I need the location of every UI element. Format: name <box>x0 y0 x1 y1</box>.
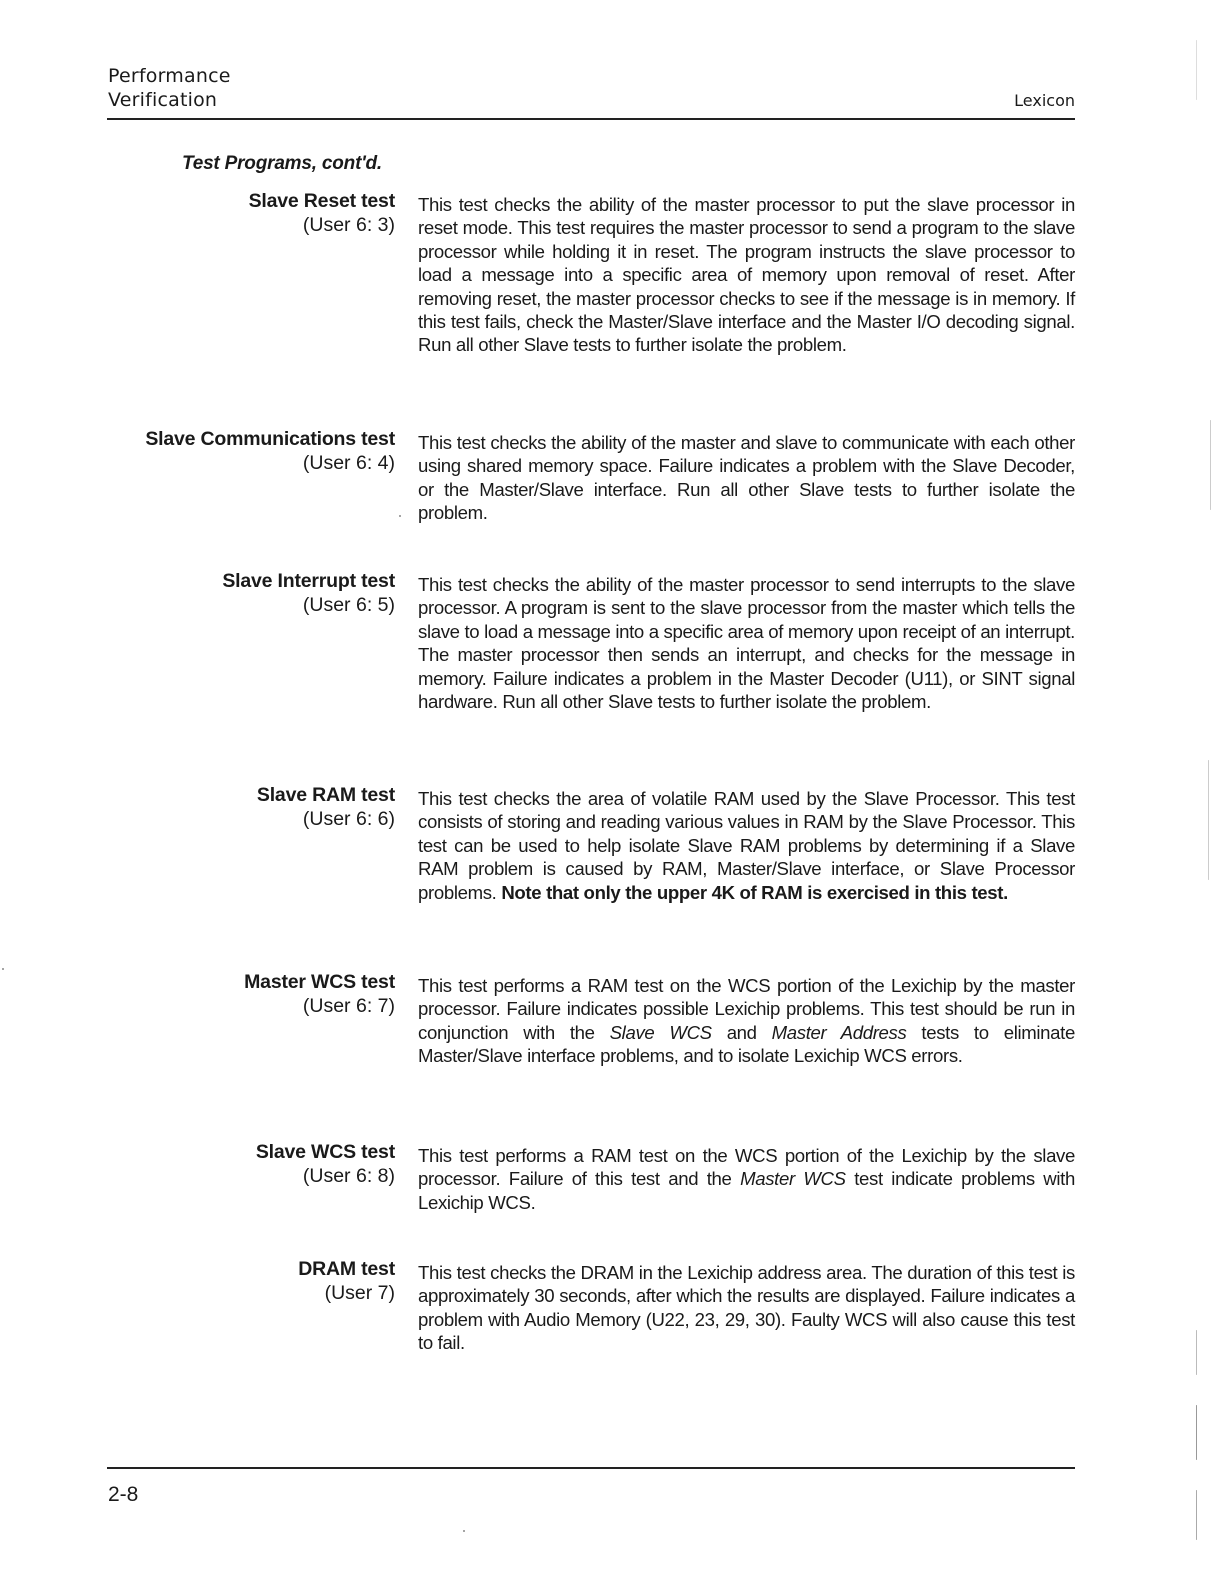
test-label <box>65 190 395 237</box>
test-label <box>65 784 395 831</box>
test-reference: Slave WCS <box>609 1021 712 1043</box>
scan-artifact <box>1196 1405 1197 1460</box>
scan-artifact <box>1196 1490 1197 1540</box>
section-title: Test Programs, cont'd. <box>182 153 383 174</box>
test-name: Slave WCS test <box>255 1141 395 1163</box>
test-description-part: test indicate problems with Lexichip WCS. <box>418 1168 1075 1213</box>
header-brand: Lexicon <box>1014 91 1075 110</box>
test-description-part: This test performs a RAM test on the WCS portion of the Lexichip by the slave processor. Failure of this test and the <box>418 1145 1075 1190</box>
test-name: Slave Interrupt test <box>222 570 395 592</box>
scan-artifact <box>2 968 4 970</box>
test-user-code: (User 6: 8) <box>302 1164 395 1187</box>
test-description: This test checks the ability of the master and slave to communicate with each other using shared memory space. Failure indicates a problem with the Slave Decoder, or the Master/Slave interface. Run all other Slave tests to further isolate the problem. <box>418 432 1075 524</box>
scan-artifact <box>399 515 401 517</box>
test-description-part: This test performs a RAM test on the WCS portion of the Lexichip by the master processor. Failure indicates possible Lexichip problems. This test should be run in conjunction with the <box>418 975 1075 1043</box>
scan-artifact <box>1196 40 1197 100</box>
test-label <box>65 971 395 1018</box>
test-description-note: Note that only the upper 4K of RAM is exercised in this test. <box>501 881 1008 903</box>
test-description-part: tests to eliminate Master/Slave interface problems, and to isolate Lexichip WCS errors. <box>418 1021 1075 1067</box>
scan-artifact <box>1196 1330 1197 1375</box>
test-description-text: This test checks the area of volatile RAM used by the Slave Processor. This test consists of storing and reading various values in RAM by the Slave Processor. This test can be used to help isolate Slave RAM problems by determining if a Slave RAM problem is caused by RAM, Master/Slave interface, or Slave Processor problems. <box>418 788 1075 903</box>
test-user-code: (User 6: 4) <box>302 451 395 474</box>
test-description: This test checks the ability of the master processor to put the slave processor in reset mode. This test requires the master processor to send a program to the slave processor while holding it in reset. The program instructs the slave processor to load a message into a specific area of memory upon removal of reset. After removing reset, the master processor checks to see if the message is in memory. If this test fails, check the Master/Slave interface and the Master I/O decoding signal. Run all other Slave tests to further isolate the problem. <box>418 194 1075 356</box>
test-name: DRAM test <box>298 1258 395 1280</box>
test-user-code: (User 6: 3) <box>302 213 395 236</box>
test-name: Slave Reset test <box>248 190 395 212</box>
test-label <box>65 1141 395 1188</box>
test-description <box>418 787 1075 904</box>
test-user-code: (User 6: 5) <box>302 593 395 616</box>
test-label <box>65 428 395 475</box>
header-section-name <box>108 64 231 112</box>
scan-artifact <box>1210 420 1211 510</box>
scan-artifact <box>463 1530 465 1532</box>
test-name: Master WCS test <box>244 971 395 993</box>
scan-artifact <box>1208 760 1209 880</box>
test-description: This test checks the ability of the master processor to send interrupts to the slave processor. A program is sent to the slave processor from the master which tells the slave to load a message into a specific area of memory upon receipt of an interrupt. The master processor then sends an interrupt, and checks for the message in memory. Failure indicates a problem in the Master Decoder (U11), or SINT signal hardware. Run all other Slave tests to further isolate the problem. <box>418 574 1075 713</box>
test-reference: Master Address <box>771 1021 907 1043</box>
test-label <box>65 570 395 617</box>
test-reference: Master WCS <box>740 1168 846 1190</box>
test-description-part: and <box>726 1021 757 1043</box>
test-description <box>418 974 1075 1068</box>
test-description <box>418 1144 1075 1214</box>
test-name: Slave Communications test <box>145 428 395 450</box>
test-label <box>65 1258 395 1305</box>
header-rule <box>107 118 1075 120</box>
test-user-code: (User 6: 6) <box>302 807 395 830</box>
test-user-code: (User 7) <box>324 1281 395 1304</box>
test-name: Slave RAM test <box>256 784 395 806</box>
page-number: 2-8 <box>108 1483 139 1506</box>
header-section-line1: Performance <box>108 65 231 87</box>
test-user-code: (User 6: 7) <box>302 994 395 1017</box>
test-description: This test checks the DRAM in the Lexichip address area. The duration of this test is approximately 30 seconds, after which the results are displayed. Failure indicates a problem with Audio Memory (U22, 23, 29, 30). Faulty WCS will also cause this test to fail. <box>418 1262 1075 1354</box>
footer-rule <box>107 1467 1075 1469</box>
header-section-line2: Verification <box>108 89 218 111</box>
